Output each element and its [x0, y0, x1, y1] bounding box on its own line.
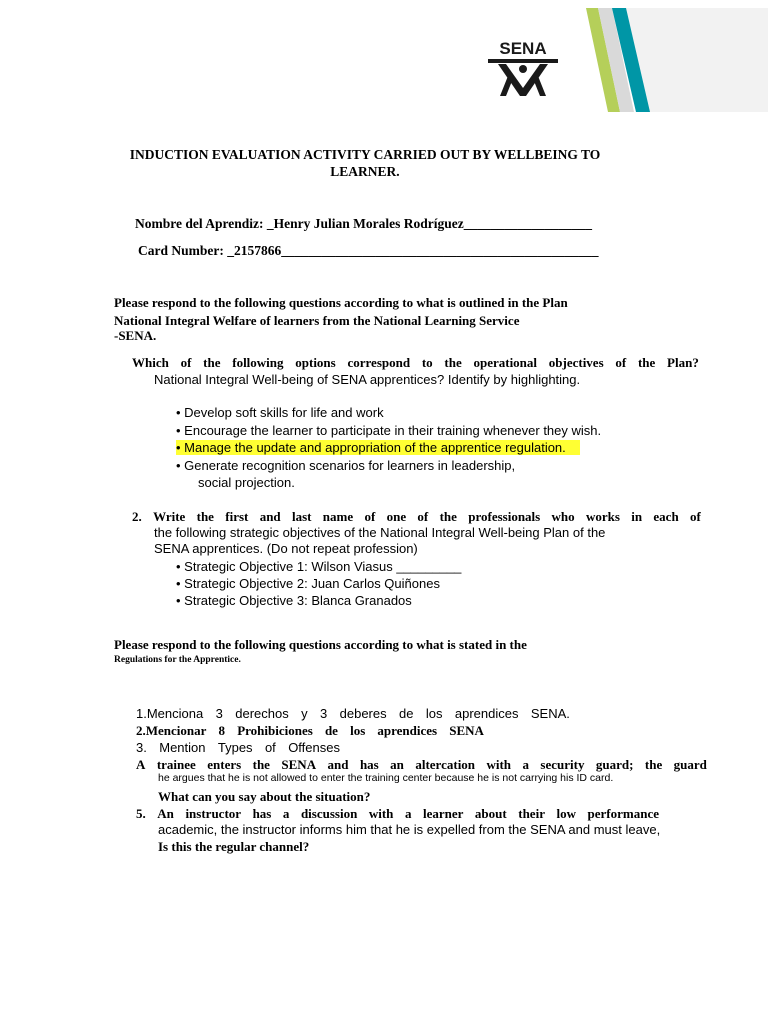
- word: and: [259, 509, 281, 524]
- word: of: [180, 355, 192, 370]
- strategic-objective-1: • Strategic Objective 1: Wilson Viasus _________: [176, 559, 462, 574]
- word: of: [264, 740, 276, 755]
- section2-question5-line3: Is this the regular channel?: [158, 839, 310, 854]
- word: An: [157, 806, 174, 821]
- section2-question5-line2: academic, the instructor informs him that he is expelled from the SENA and must leave,: [158, 822, 661, 837]
- word: has: [252, 806, 272, 821]
- word: low: [556, 806, 576, 821]
- strategic-objective-3: • Strategic Objective 3: Blanca Granados: [176, 593, 412, 608]
- word: learner: [422, 806, 464, 821]
- section2-intro-line1: Please respond to the following questions according to what is stated in the: [114, 637, 527, 652]
- card-number-field: Card Number: _2157866_______________________________________________: [138, 243, 599, 258]
- section2-question4-line1: [136, 757, 707, 773]
- word: performance: [587, 806, 659, 821]
- word: enters: [207, 757, 242, 772]
- word: y: [301, 706, 308, 721]
- section2-question4-line3: What can you say about the situation?: [158, 789, 371, 804]
- word: professionals: [468, 509, 541, 524]
- word: 1.Menciona: [136, 706, 204, 721]
- word: a: [522, 757, 529, 772]
- document-title-line2: LEARNER.: [330, 164, 400, 179]
- word: following: [232, 355, 284, 370]
- word: each: [653, 509, 679, 524]
- word: Mention: [159, 740, 206, 755]
- svg-text:SENA: SENA: [499, 39, 547, 58]
- word: the: [439, 509, 457, 524]
- word: deberes: [339, 706, 387, 721]
- word: options: [295, 355, 336, 370]
- word: the: [637, 355, 656, 370]
- word: 5.: [136, 806, 146, 821]
- word: aprendices: [377, 723, 438, 738]
- word: objectives: [548, 355, 604, 370]
- word: operational: [473, 355, 538, 370]
- word: the: [203, 355, 221, 370]
- word: de: [324, 723, 338, 738]
- word: derechos: [235, 706, 289, 721]
- option-encourage-participation: • Encourage the learner to participate in their training whenever they wish.: [176, 423, 602, 438]
- word: one: [386, 509, 407, 524]
- apprentice-name-field: Nombre del Aprendiz: _Henry Julian Morales Rodríguez___________________: [135, 216, 592, 231]
- word: who: [551, 509, 575, 524]
- word: de: [399, 706, 414, 721]
- question2-line1: [132, 509, 701, 525]
- word: Plan?: [667, 355, 699, 370]
- section2-question4-line2: he argues that he is not allowed to enter the training center because he is not carrying his ID card.: [158, 772, 614, 784]
- word: and: [327, 757, 349, 772]
- word: 3: [215, 706, 223, 721]
- word: in: [631, 509, 643, 524]
- question2-line2: the following strategic objectives of the National Integral Well-being Plan of the: [154, 525, 606, 540]
- word: with: [368, 806, 394, 821]
- section1-intro-line1: Please respond to the following questions according to what is outlined in the Plan: [114, 295, 568, 310]
- word: Offenses: [288, 740, 340, 755]
- word: the: [444, 355, 462, 370]
- option-manage-regulation-highlighted: • Manage the update and appropriation of the apprentice regulation.: [176, 440, 580, 455]
- word: aprendices: [454, 706, 519, 721]
- section2-intro-line2: Regulations for the Apprentice.: [114, 655, 241, 665]
- word: los: [425, 706, 443, 721]
- word: works: [585, 509, 620, 524]
- word: trainee: [156, 757, 196, 772]
- word: a: [404, 806, 412, 821]
- word: security: [540, 757, 585, 772]
- word: the: [252, 757, 270, 772]
- section2-question5-line1: [136, 806, 659, 822]
- word: with: [486, 757, 512, 772]
- word: of: [690, 509, 701, 524]
- question1-line1: [132, 355, 699, 371]
- word: discussion: [300, 806, 358, 821]
- word: of: [364, 509, 376, 524]
- word: a: [282, 806, 290, 821]
- sena-logo-icon: [484, 38, 562, 100]
- word: 2.: [132, 509, 142, 524]
- word: 3.: [136, 740, 147, 755]
- word: los: [350, 723, 366, 738]
- section2-question3: [136, 740, 340, 755]
- word: correspond: [347, 355, 411, 370]
- word: their: [518, 806, 545, 821]
- word: SENA.: [530, 706, 570, 721]
- word: A: [136, 757, 146, 772]
- section1-intro-line2: National Integral Welfare of learners from the National Learning Service: [114, 313, 520, 328]
- word: has: [359, 757, 379, 772]
- word: 3: [320, 706, 328, 721]
- word: SENA: [281, 757, 317, 772]
- word: 2.Mencionar: [136, 723, 207, 738]
- word: of: [615, 355, 627, 370]
- strategic-objective-2: • Strategic Objective 2: Juan Carlos Quiñones: [176, 576, 440, 591]
- option-recognition-continuation: social projection.: [198, 475, 295, 490]
- word: of: [417, 509, 429, 524]
- document-title-line1: INDUCTION EVALUATION ACTIVITY CARRIED OUT BY WELLBEING TO: [129, 147, 601, 162]
- header-stripes-graphic: [560, 0, 768, 112]
- word: name: [322, 509, 354, 524]
- word: instructor: [185, 806, 242, 821]
- word: first: [225, 509, 249, 524]
- word: Prohibiciones: [237, 723, 313, 738]
- question2-line3: SENA apprentices. (Do not repeat profession): [154, 541, 418, 556]
- word: guard: [673, 757, 707, 772]
- word: Which: [132, 355, 169, 370]
- option-soft-skills: • Develop soft skills for life and work: [176, 405, 384, 420]
- section2-question1: [136, 706, 570, 721]
- word: altercation: [415, 757, 476, 772]
- word: to: [421, 355, 433, 370]
- word: 8: [218, 723, 226, 738]
- word: guard;: [595, 757, 634, 772]
- word: an: [390, 757, 404, 772]
- word: Write: [153, 509, 186, 524]
- option-recognition-scenarios: • Generate recognition scenarios for learners in leadership,: [176, 458, 516, 473]
- word: SENA: [449, 723, 484, 738]
- section1-intro-line3: -SENA.: [114, 328, 157, 343]
- word: the: [196, 509, 214, 524]
- word: the: [644, 757, 663, 772]
- word: last: [291, 509, 312, 524]
- section2-question2: [136, 723, 484, 739]
- question1-line2: National Integral Well-being of SENA apprentices? Identify by highlighting.: [154, 372, 581, 387]
- word: about: [474, 806, 507, 821]
- word: Types: [217, 740, 253, 755]
